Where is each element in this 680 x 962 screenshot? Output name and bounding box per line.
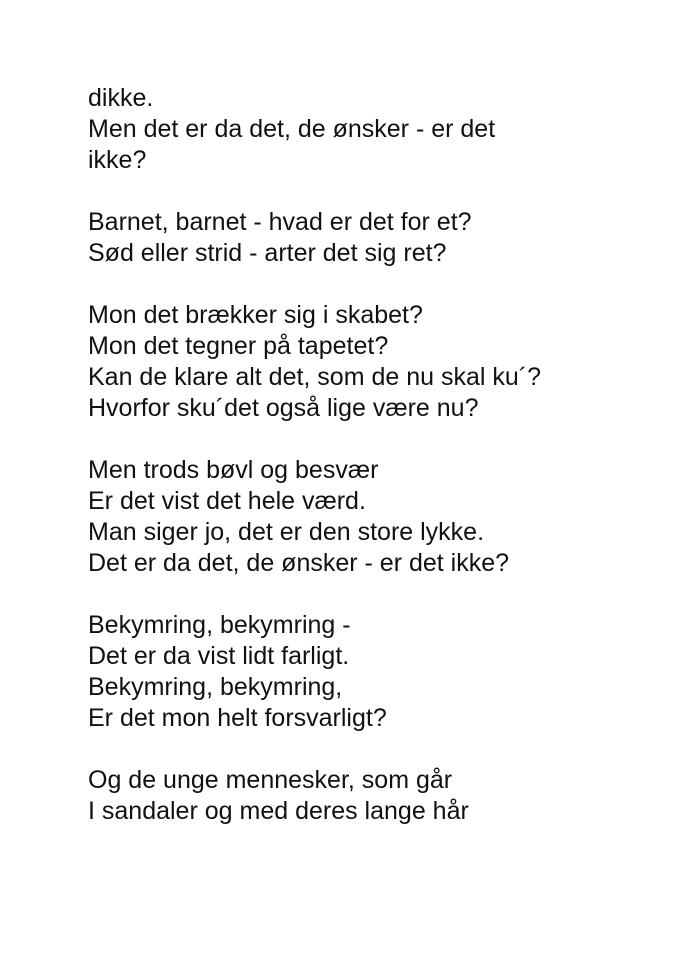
poem-line: ikke?	[88, 146, 147, 174]
poem-line: Hvorfor sku´det også lige være nu?	[88, 394, 479, 422]
poem-line: Mon det tegner på tapetet?	[88, 332, 389, 360]
stanza	[88, 300, 658, 424]
stanza	[88, 207, 658, 269]
poem-page	[88, 83, 658, 827]
poem-line: Mon det brækker sig i skabet?	[88, 301, 423, 329]
poem-line: dikke.	[88, 84, 154, 112]
poem-line: Barnet, barnet - hvad er det for et?	[88, 208, 472, 236]
poem-line: Er det vist det hele værd.	[88, 487, 366, 515]
stanza	[88, 83, 658, 176]
poem-line: Man siger jo, det er den store lykke.	[88, 518, 485, 546]
stanza	[88, 765, 658, 827]
poem-line: I sandaler og med deres lange hår	[88, 797, 469, 825]
poem-line: Er det mon helt forsvarligt?	[88, 704, 387, 732]
poem-line: Bekymring, bekymring,	[88, 673, 343, 701]
poem-line: Kan de klare alt det, som de nu skal ku´?	[88, 363, 542, 391]
poem-line: Og de unge mennesker, som går	[88, 766, 453, 794]
poem-line: Sød eller strid - arter det sig ret?	[88, 239, 447, 267]
stanza	[88, 455, 658, 579]
poem-line: Bekymring, bekymring -	[88, 611, 351, 639]
poem-line: Men det er da det, de ønsker - er det	[88, 115, 496, 143]
poem-line: Men trods bøvl og besvær	[88, 456, 379, 484]
stanza	[88, 610, 658, 734]
poem-line: Det er da vist lidt farligt.	[88, 642, 350, 670]
poem-line: Det er da det, de ønsker - er det ikke?	[88, 549, 510, 577]
